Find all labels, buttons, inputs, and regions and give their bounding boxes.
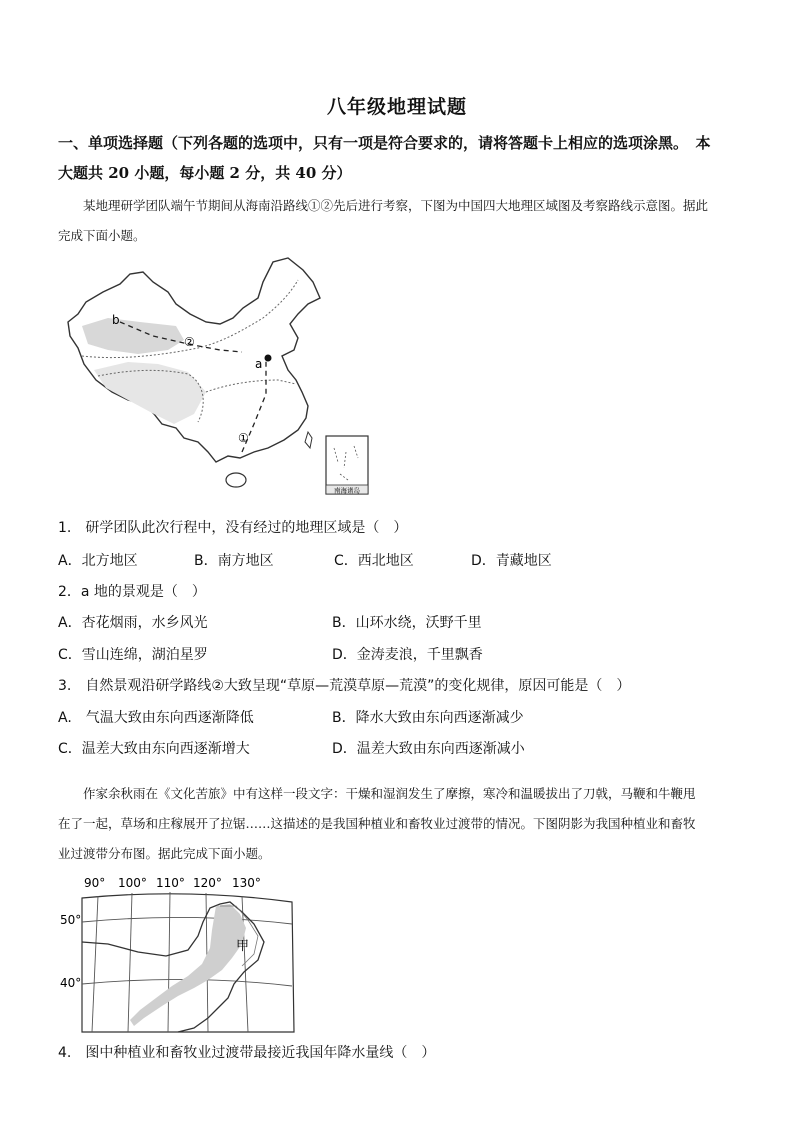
question-4-stem: 4. 图中种植业和畜牧业过渡带最接近我国年降水量线（ ）: [58, 1045, 436, 1061]
map-frame: [82, 894, 294, 1032]
q1-option-d[interactable]: D．青藏地区: [471, 553, 552, 569]
q2-option-c[interactable]: C．雪山连绵，湖泊星罗: [58, 647, 208, 663]
intro-paragraph-1: [58, 191, 748, 251]
label-b: b: [112, 313, 120, 327]
lon-label-100: 100°: [118, 876, 147, 890]
label-route-1: ①: [238, 431, 249, 445]
intro2-line3: 业过渡带分布图。据此完成下面小题。: [58, 846, 271, 861]
q3-option-b[interactable]: B．降水大致由东向西逐渐减少: [332, 710, 524, 726]
region-label-jia: 甲: [236, 939, 250, 954]
question-1-stem: 1. 研学团队此次行程中，没有经过的地理区域是（ ）: [58, 520, 408, 536]
lon-label-130: 130°: [232, 876, 261, 890]
question-2-stem: 2．a 地的景观是（ ）: [58, 584, 206, 600]
china-outline: [68, 258, 320, 462]
lat-label-50: 50°: [60, 913, 82, 927]
transition-belt-map: [58, 872, 308, 1038]
label-a: a: [255, 357, 263, 371]
q1-option-a[interactable]: A．北方地区: [58, 553, 138, 569]
q2-option-a[interactable]: A．杏花烟雨，水乡风光: [58, 615, 208, 631]
intro-paragraph-2: [58, 779, 748, 869]
label-route-2: ②: [184, 335, 195, 349]
south-sea-inset: [326, 436, 368, 495]
q3-option-d[interactable]: D．温差大致由东向西逐渐减小: [332, 741, 525, 757]
lon-label-90: 90°: [84, 876, 106, 890]
china-regions-map: [58, 252, 373, 498]
hainan-island: [226, 473, 246, 487]
lon-label-110: 110°: [156, 876, 185, 890]
q3-option-a[interactable]: A. 气温大致由东向西逐渐降低: [58, 710, 254, 726]
lat-label-40: 40°: [60, 976, 82, 990]
q3-option-c[interactable]: C．温差大致由东向西逐渐增大: [58, 741, 250, 757]
taiwan-island: [305, 432, 312, 448]
intro1-line1: 某地理研学团队端午节期间从海南沿路线①②先后进行考察，下图为中国四大地理区域图及考察路线示意图。据此: [83, 198, 709, 213]
q2-option-d[interactable]: D．金涛麦浪，千里飘香: [332, 647, 483, 663]
point-a-marker: [265, 355, 272, 362]
q2-option-b[interactable]: B．山环水绕，沃野千里: [332, 615, 482, 631]
question-3-stem: 3. 自然景观沿研学路线②大致呈现“草原—荒漠草原—荒漠”的变化规律，原因可能是（ ）: [58, 678, 631, 694]
page-title: 八年级地理试题: [326, 96, 467, 118]
intro2-line1: 作家余秋雨在《文化苦旅》中有这样一段文字：干燥和湿润发生了摩擦，寒冷和温暖拔出了刀戟，马鞭和牛鞭甩: [83, 786, 696, 801]
section-heading-line2: 大题共 20 小题，每小题 2 分，共 40 分）: [58, 164, 352, 182]
lon-label-120: 120°: [193, 876, 222, 890]
intro1-line2: 完成下面小题。: [58, 228, 146, 243]
section-heading-line1: 一、单项选择题（下列各题的选项中，只有一项是符合要求的，请将答题卡上相应的选项涂黑。 本: [58, 134, 711, 152]
q1-option-b[interactable]: B．南方地区: [194, 553, 274, 569]
inset-label: 南海诸岛: [334, 486, 360, 495]
intro2-line2: 在了一起，草场和庄稼展开了拉锯……这描述的是我国种植业和畜牧业过渡带的情况。下图阴影为我国种植业和畜牧: [58, 816, 696, 831]
section-heading: [58, 128, 748, 188]
q1-option-c[interactable]: C．西北地区: [334, 553, 414, 569]
